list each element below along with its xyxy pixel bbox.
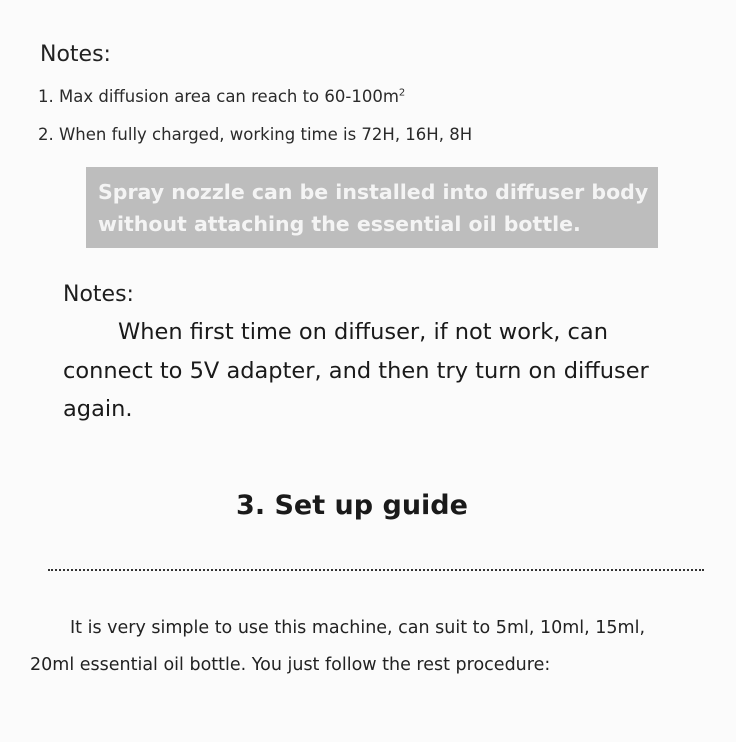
- notes-body: [63, 313, 703, 429]
- notes-body-line-3: again.: [63, 396, 133, 422]
- dotted-divider: [48, 569, 704, 571]
- highlight-line-2: without attaching the essential oil bottle.: [98, 212, 581, 236]
- highlight-text: [98, 176, 658, 240]
- notes-title-2: Notes:: [63, 282, 134, 307]
- highlight-box: [86, 167, 658, 248]
- intro-paragraph: [30, 610, 720, 684]
- note-item-working-time: 2. When fully charged, working time is 72H, 16H, 8H: [38, 125, 473, 144]
- note-item-diffusion-area: [38, 87, 405, 106]
- intro-line-2: 20ml essential oil bottle. You just follow the rest procedure:: [30, 655, 551, 675]
- note-item-text: 1. Max diffusion area can reach to 60-100m: [38, 87, 399, 106]
- intro-line-1: [30, 610, 720, 647]
- highlight-line-1: Spray nozzle can be installed into diffuser body: [98, 180, 649, 204]
- notes-body-line-1-text: When first time on diffuser, if not work, can: [118, 319, 608, 345]
- section-heading: 3. Set up guide: [236, 490, 468, 521]
- intro-line-1-text: It is very simple to use this machine, can suit to 5ml, 10ml, 15ml,: [70, 618, 646, 638]
- superscript-squared: 2: [398, 87, 406, 99]
- page-edge-bottom: [0, 742, 750, 750]
- notes-title: Notes:: [40, 42, 111, 67]
- page-edge-right: [736, 0, 750, 750]
- notes-body-line-1: [63, 313, 703, 352]
- notes-body-line-2: connect to 5V adapter, and then try turn on diffuser: [63, 357, 649, 384]
